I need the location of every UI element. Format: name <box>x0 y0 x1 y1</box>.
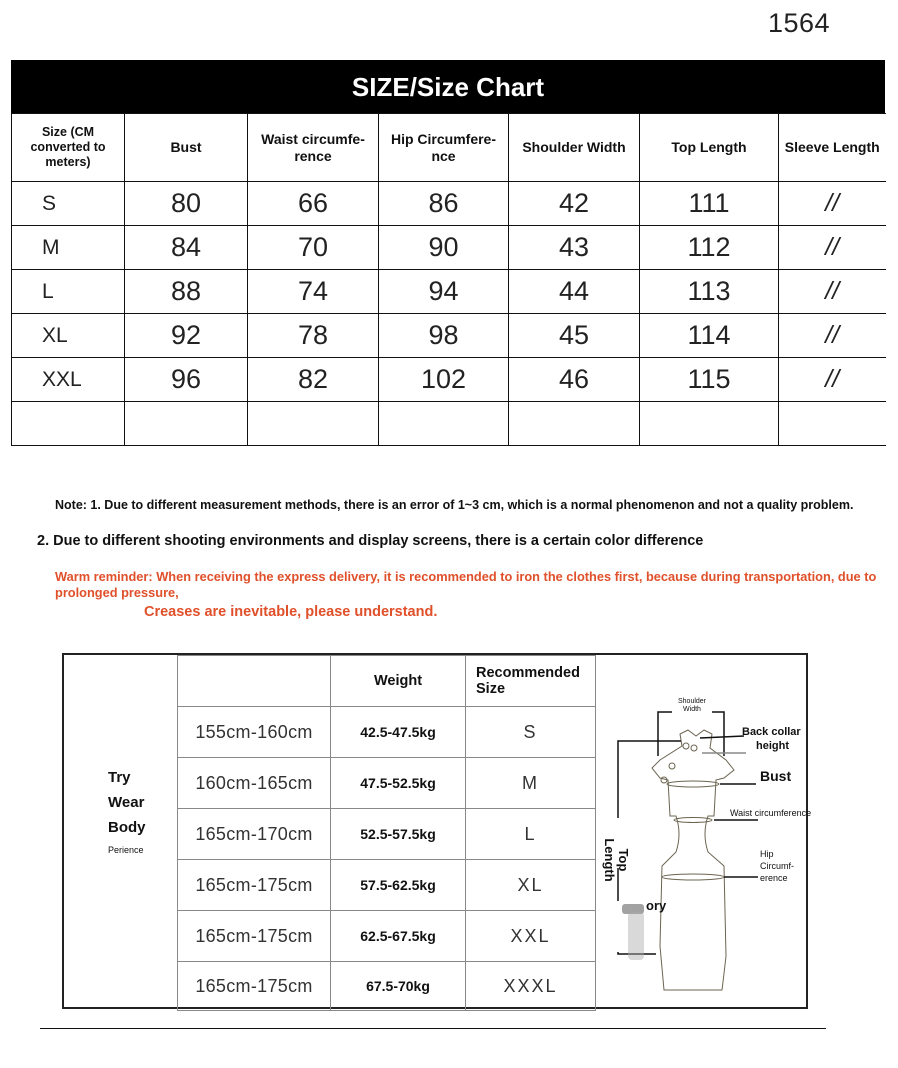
top-length-cell: 112 <box>640 226 779 270</box>
bust-cell: 92 <box>125 314 248 358</box>
size-chart-table <box>11 113 886 446</box>
sleeve-cell: // <box>779 314 886 358</box>
height-cell: 165cm-175cm <box>178 962 331 1011</box>
recommended-size-cell: XXL <box>466 911 596 962</box>
table-row <box>178 758 596 809</box>
table-row <box>12 270 886 314</box>
hip-label-2: Circumf- <box>760 861 794 871</box>
size-cell: L <box>12 270 125 314</box>
weight-cell: 67.5-70kg <box>331 962 466 1011</box>
partial-label: ory <box>646 898 667 913</box>
empty-cell <box>509 402 640 446</box>
back-collar-height-label: height <box>756 740 789 752</box>
waist-label: Waist circumference <box>730 808 812 818</box>
sleeve-cell: // <box>779 182 886 226</box>
weight-cell: 62.5-67.5kg <box>331 911 466 962</box>
column-header-recommended-size: Recommended Size <box>466 656 596 707</box>
try-on-table <box>177 655 596 1011</box>
try-on-label-line: Body <box>108 819 146 836</box>
height-cell: 165cm-175cm <box>178 860 331 911</box>
table-row <box>12 314 886 358</box>
warm-reminder-creases: Creases are inevitable, please understand. <box>144 604 438 620</box>
sleeve-cell: // <box>779 358 886 402</box>
bust-cell: 96 <box>125 358 248 402</box>
height-cell: 165cm-170cm <box>178 809 331 860</box>
bust-cell: 80 <box>125 182 248 226</box>
recommended-size-cell: XL <box>466 860 596 911</box>
shoulder-cell: 46 <box>509 358 640 402</box>
recommended-size-cell: XXXL <box>466 962 596 1011</box>
height-cell: 160cm-165cm <box>178 758 331 809</box>
column-header-size: Size (CM converted to meters) <box>12 114 125 182</box>
table-row <box>178 911 596 962</box>
empty-cell <box>779 402 886 446</box>
dress-measurement-diagram <box>596 656 812 1006</box>
hip-cell: 86 <box>379 182 509 226</box>
top-length-cell: 113 <box>640 270 779 314</box>
size-cell: XL <box>12 314 125 358</box>
column-header-shoulder: Shoulder Width <box>509 114 640 182</box>
sleeve-cell: // <box>779 226 886 270</box>
table-row <box>178 809 596 860</box>
shoulder-cell: 43 <box>509 226 640 270</box>
empty-cell <box>379 402 509 446</box>
weight-cell: 57.5-62.5kg <box>331 860 466 911</box>
table-row <box>178 707 596 758</box>
empty-cell <box>125 402 248 446</box>
size-cell: M <box>12 226 125 270</box>
back-collar-label: Back collar <box>742 726 801 738</box>
height-cell: 155cm-160cm <box>178 707 331 758</box>
top-length-cell: 111 <box>640 182 779 226</box>
shoulder-cell: 45 <box>509 314 640 358</box>
table-row <box>178 962 596 1011</box>
table-row-empty <box>12 402 886 446</box>
top-length-cell: 114 <box>640 314 779 358</box>
try-on-label-line: Wear <box>108 794 145 811</box>
recommended-size-cell: L <box>466 809 596 860</box>
waist-cell: 78 <box>248 314 379 358</box>
column-header-hip: Hip Circumfere-nce <box>379 114 509 182</box>
height-cell: 165cm-175cm <box>178 911 331 962</box>
empty-cell <box>12 402 125 446</box>
table-row <box>12 226 886 270</box>
waist-cell: 74 <box>248 270 379 314</box>
note-measurement-error: Note: 1. Due to different measurement methods, there is an error of 1~3 cm, which is a normal phenomenon and not a quality problem. <box>55 498 854 512</box>
weight-cell: 52.5-57.5kg <box>331 809 466 860</box>
weight-cell: 42.5-47.5kg <box>331 707 466 758</box>
column-header-sleeve: Sleeve Length <box>779 114 886 182</box>
size-chart-title: SIZE/Size Chart <box>11 60 885 114</box>
column-header-waist: Waist circumfe-rence <box>248 114 379 182</box>
shoulder-cell: 44 <box>509 270 640 314</box>
bust-label: Bust <box>760 768 792 784</box>
hip-label-3: erence <box>760 873 788 883</box>
hip-cell: 102 <box>379 358 509 402</box>
empty-cell <box>248 402 379 446</box>
size-cell: S <box>12 182 125 226</box>
try-on-label-line: Try <box>108 769 131 786</box>
bottom-divider <box>40 1028 826 1029</box>
weight-cell: 47.5-52.5kg <box>331 758 466 809</box>
column-header-bust: Bust <box>125 114 248 182</box>
table-row <box>12 182 886 226</box>
note-color-difference: 2. Due to different shooting environments and display screens, there is a certain color difference <box>37 533 704 549</box>
table-row <box>178 860 596 911</box>
try-on-header-row <box>178 656 596 707</box>
warm-reminder: Warm reminder: When receiving the express delivery, it is recommended to iron the clothes first, because during transportation, due to prolonged pressure, <box>55 569 877 600</box>
hip-label-1: Hip <box>760 849 774 859</box>
waist-cell: 70 <box>248 226 379 270</box>
hip-cell: 98 <box>379 314 509 358</box>
hip-cell: 94 <box>379 270 509 314</box>
column-header-height <box>178 656 331 707</box>
shoulder-width-label: Shoulder Width <box>677 698 707 713</box>
bust-cell: 84 <box>125 226 248 270</box>
waist-cell: 82 <box>248 358 379 402</box>
size-cell: XXL <box>12 358 125 402</box>
sleeve-cell: // <box>779 270 886 314</box>
recommended-size-cell: S <box>466 707 596 758</box>
product-code: 1564 <box>768 8 831 38</box>
try-on-label-small: Perience <box>108 845 144 855</box>
table-row <box>12 358 886 402</box>
top-length-cell: 115 <box>640 358 779 402</box>
top-length-label-line: Top <box>616 848 631 872</box>
column-header-top-length: Top Length <box>640 114 779 182</box>
bust-cell: 88 <box>125 270 248 314</box>
shoulder-cell: 42 <box>509 182 640 226</box>
size-chart-header-row <box>12 114 886 182</box>
top-length-label <box>602 830 630 890</box>
waist-cell: 66 <box>248 182 379 226</box>
recommended-size-cell: M <box>466 758 596 809</box>
column-header-weight: Weight <box>331 656 466 707</box>
empty-cell <box>640 402 779 446</box>
try-on-label <box>108 765 146 857</box>
top-length-label-line: Length <box>602 838 617 882</box>
hip-cell: 90 <box>379 226 509 270</box>
